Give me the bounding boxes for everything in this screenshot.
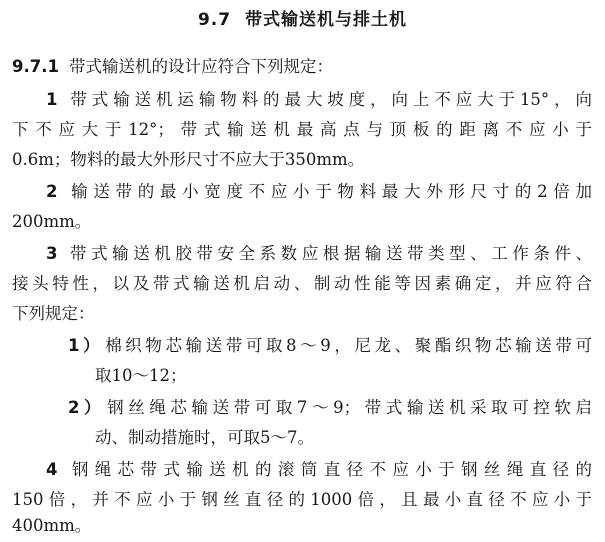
subitem-2-text-1: 钢丝绳芯输送带可取7～9；带式输送机采取可控软启 [107, 398, 592, 417]
subitem-2-number: 2） [68, 398, 106, 417]
section-title: 带式输送机与排土机 [245, 10, 408, 30]
section-heading [0, 8, 605, 32]
item-3-line-1 [46, 239, 592, 269]
item-4-text-1: 钢绳芯带式输送机的滚筒直径不应小于钢丝绳直径的 [65, 460, 592, 479]
subitem-1-line-1 [68, 331, 592, 361]
item-3-text-2: 接头特性，以及带式输送机启动、制动性能等因素确定，并应符合 [12, 274, 592, 293]
item-3-line-3 [12, 299, 592, 329]
clause-intro: 带式输送机的设计应符合下列规定： [68, 57, 333, 76]
item-2-text-1: 输送带的最小宽度不应小于物料最大外形尺寸的2倍加 [65, 182, 592, 201]
clause-line [12, 52, 592, 82]
subitem-1-text-1: 棉织物芯输送带可取8～9，尼龙、聚酯织物芯输送带可 [105, 336, 592, 355]
item-1-text-2: 下不应大于12°；带式输送机最高点与顶板的距离不应小于 [12, 120, 592, 139]
item-4-line-1 [46, 455, 592, 485]
item-1-line-3 [12, 145, 592, 175]
item-3-text-1: 带式输送机胶带安全系数应根据输送带类型、工作条件、 [65, 244, 592, 263]
item-1-text-1: 带式输送机运输物料的最大坡度，向上不应大于15°，向 [65, 90, 592, 109]
item-1-number: 1 [46, 90, 58, 109]
item-2-line-1 [46, 177, 592, 207]
item-3-text-3: 下列规定： [12, 304, 95, 323]
clause-number: 9.7.1 [12, 57, 59, 76]
subitem-1-line-2 [95, 361, 592, 391]
item-2-line-2 [12, 207, 592, 237]
section-number: 9.7 [197, 10, 232, 30]
item-2-number: 2 [46, 182, 58, 201]
item-4-line-3 [12, 511, 592, 541]
item-4-text-3: 400mm。 [12, 516, 92, 535]
item-4-number: 4 [46, 460, 58, 479]
item-3-number: 3 [46, 244, 58, 263]
subitem-2-line-1 [68, 393, 592, 423]
item-2-text-2: 200mm。 [12, 212, 92, 231]
item-1-line-2 [12, 115, 592, 145]
item-1-line-1 [46, 85, 592, 115]
subitem-2-text-2: 动、制动措施时，可取5～7。 [95, 428, 314, 447]
subitem-1-number: 1） [68, 336, 104, 355]
subitem-1-text-2: 取10～12； [95, 366, 187, 385]
item-1-text-3: 0.6m；物料的最大外形尺寸不应大于350mm。 [12, 150, 365, 169]
item-4-text-2: 150倍，并不应小于钢丝直径的1000倍，且最小直径不应小于 [12, 490, 592, 509]
item-3-line-2 [12, 269, 592, 299]
subitem-2-line-2 [95, 423, 592, 453]
